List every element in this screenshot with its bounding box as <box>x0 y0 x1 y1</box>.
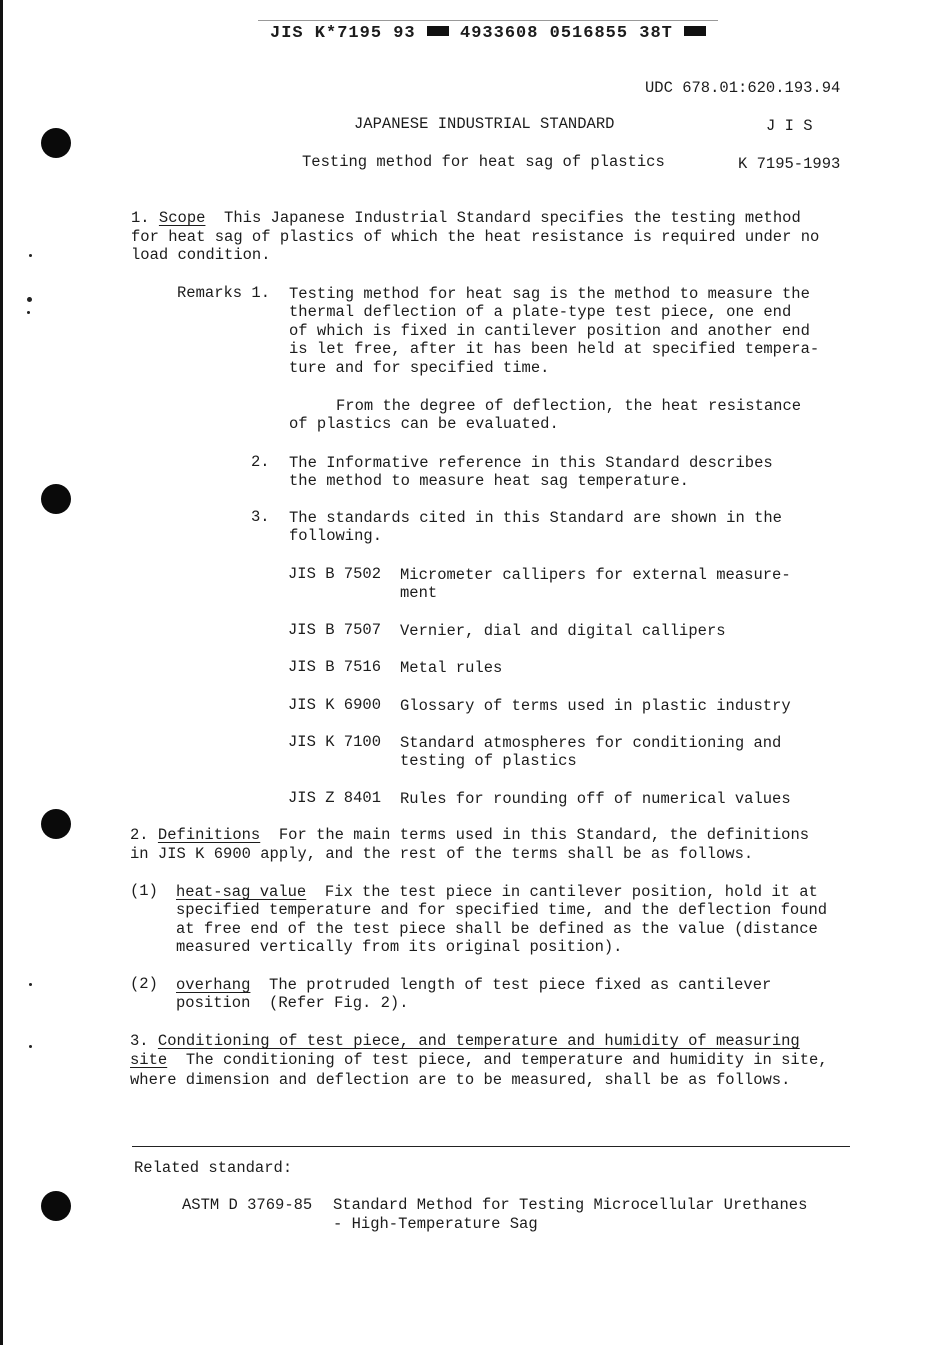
remark-2-text: The Informative reference in this Standard describes <box>289 454 773 472</box>
remark-1-text: is let free, after it has been held at specified tempera- <box>289 340 820 358</box>
related-label: Related standard: <box>134 1159 293 1177</box>
std-title: Standard atmospheres for conditioning and <box>400 734 782 752</box>
std-title: Glossary of terms used in plastic industry <box>400 697 791 715</box>
scan-speck <box>29 254 32 257</box>
scan-speck <box>29 983 32 986</box>
def-2-text: position (Refer Fig. 2). <box>176 994 409 1012</box>
def-1-line <box>176 883 818 902</box>
def-1-text: Fix the test piece in cantilever position, hold it at <box>324 883 818 901</box>
def-2-num: (2) <box>130 975 158 993</box>
conditioning-heading-line <box>130 1032 800 1051</box>
conditioning-line <box>130 1051 828 1070</box>
scope-text: for heat sag of plastics of which the heat resistance is required under no <box>131 228 820 246</box>
def-1-num: (1) <box>130 882 158 900</box>
std-code: JIS Z 8401 <box>288 789 382 807</box>
header-code-numbers: 4933608 0516855 38T <box>460 24 673 43</box>
remark-1-text: Testing method for heat sag is the method to measure the <box>289 285 810 303</box>
udc-code: UDC 678.01:620.193.94 <box>645 79 841 97</box>
conditioning-heading: Conditioning of test piece, and temperature and humidity of measuring <box>157 1032 800 1050</box>
conditioning-text: The conditioning of test piece, and temperature and humidity in site, <box>185 1051 828 1069</box>
related-title: - High-Temperature Sag <box>333 1215 538 1233</box>
std-code: JIS K 7100 <box>288 733 382 751</box>
std-code: JIS B 7502 <box>288 565 382 583</box>
scope-text: This Japanese Industrial Standard specifies the testing method <box>224 209 801 227</box>
def-2-term: overhang <box>176 976 251 994</box>
scan-speck <box>27 297 32 302</box>
def-1-text: specified temperature and for specified time, and the deflection found <box>176 901 828 919</box>
scan-top-line <box>258 20 718 21</box>
conditioning-text: where dimension and deflection are to be measured, shall be as follows. <box>130 1071 791 1089</box>
remark-1-text: of which is fixed in cantilever position and another end <box>289 322 810 340</box>
conditioning-heading-cont: site <box>130 1051 168 1069</box>
punch-hole <box>41 484 71 514</box>
header-bar-mark <box>684 26 706 36</box>
remark-3-num: 3. <box>251 508 270 526</box>
std-title: Micrometer callipers for external measure- <box>400 566 791 584</box>
conditioning-num: 3. <box>130 1032 149 1050</box>
std-code: JIS B 7507 <box>288 621 382 639</box>
definitions-heading-line <box>130 826 809 845</box>
remark-2-text: the method to measure heat sag temperature. <box>289 472 689 490</box>
header-bar-mark <box>427 26 449 36</box>
definitions-text: in JIS K 6900 apply, and the rest of the terms shall be as follows. <box>130 845 754 863</box>
remark-1-text: ture and for specified time. <box>289 359 550 377</box>
scan-edge <box>0 0 3 1345</box>
std-title: Vernier, dial and digital callipers <box>400 622 726 640</box>
std-code: JIS B 7516 <box>288 658 382 676</box>
related-code: ASTM D 3769-85 <box>182 1196 313 1214</box>
std-title: ment <box>400 584 438 602</box>
remark-1-text: thermal deflection of a plate-type test piece, one end <box>289 303 792 321</box>
definitions-text: For the main terms used in this Standard, the definitions <box>278 826 810 844</box>
def-1-text: measured vertically from its original position). <box>176 938 623 956</box>
remark-1b-text: of plastics can be evaluated. <box>289 415 559 433</box>
doc-title: Testing method for heat sag of plastics <box>302 153 665 171</box>
punch-hole <box>41 809 71 839</box>
scan-speck <box>29 1045 32 1048</box>
def-2-text: The protruded length of test piece fixed as cantilever <box>269 976 772 994</box>
std-title: Rules for rounding off of numerical values <box>400 790 791 808</box>
scope-heading-line <box>131 209 801 228</box>
doc-number: K 7195-1993 <box>738 155 841 173</box>
jis-label: J I S <box>766 117 813 135</box>
remark-3-text: following. <box>289 527 383 545</box>
std-code: JIS K 6900 <box>288 696 382 714</box>
definitions-num: 2. <box>130 826 149 844</box>
def-1-term: heat-sag value <box>176 883 307 901</box>
definitions-heading: Definitions <box>157 826 261 844</box>
def-1-text: at free end of the test piece shall be defined as the value (distance <box>176 920 818 938</box>
remark-3-text: The standards cited in this Standard are shown in the <box>289 509 782 527</box>
scope-text: load condition. <box>131 246 271 264</box>
def-2-line <box>176 976 771 995</box>
scope-num: 1. <box>131 209 150 227</box>
scan-speck <box>27 311 30 314</box>
standard-org: JAPANESE INDUSTRIAL STANDARD <box>354 115 615 133</box>
punch-hole <box>41 128 71 158</box>
header-code <box>270 25 706 44</box>
scope-heading: Scope <box>158 209 206 227</box>
std-title: testing of plastics <box>400 752 577 770</box>
std-title: Metal rules <box>400 659 503 677</box>
remark-1b-text: From the degree of deflection, the heat resistance <box>336 397 802 415</box>
related-title: Standard Method for Testing Microcellular Urethanes <box>333 1196 808 1214</box>
header-code-prefix: JIS K*7195 93 <box>270 24 416 43</box>
footer-divider <box>132 1146 850 1147</box>
remark-2-num: 2. <box>251 453 270 471</box>
remarks-label: Remarks 1. <box>177 284 271 302</box>
punch-hole <box>41 1191 71 1221</box>
